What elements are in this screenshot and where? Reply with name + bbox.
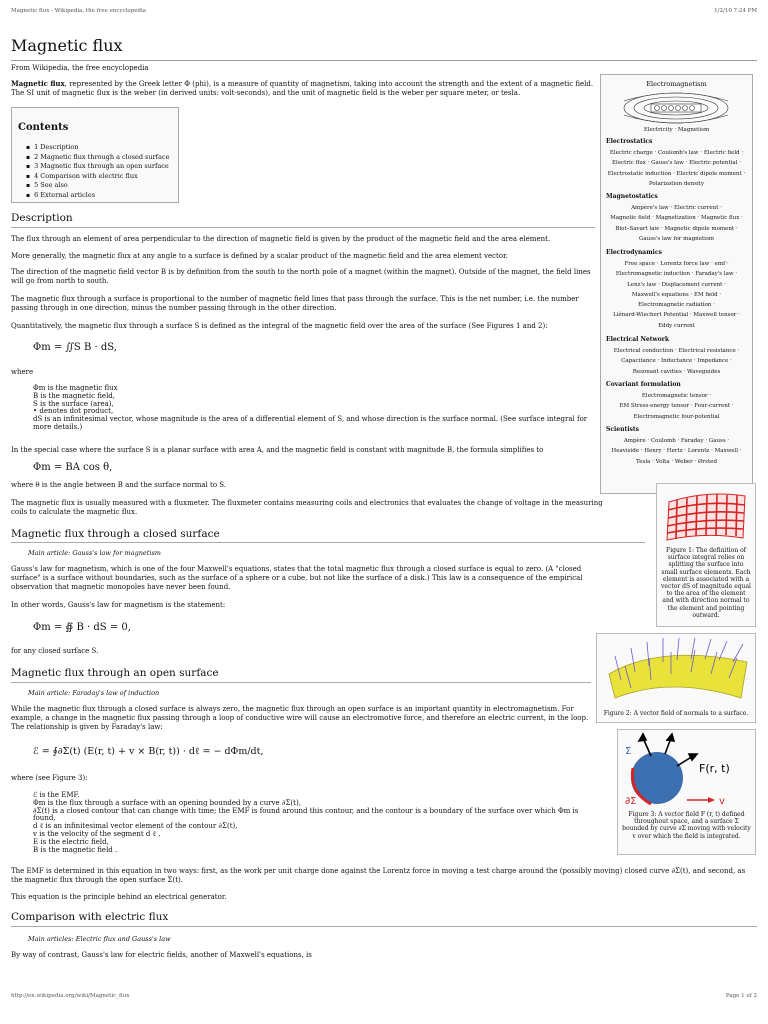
navbox-line[interactable]: Resonant cavities · Waveguides xyxy=(632,368,721,375)
toc-item[interactable]: ▪ 2 Magnetic flux through a closed surface xyxy=(26,153,169,163)
navbox-group-items xyxy=(603,436,750,467)
navbox-line[interactable]: Electromagnetic four-potential xyxy=(633,413,720,420)
print-footer xyxy=(11,993,757,999)
description-p5: Quantitatively, the magnetic flux through a surface S is defined as the integral of the magnetic field over the area of the surface (See Figures 1 and 2): xyxy=(11,322,548,330)
navbox-line[interactable]: Liénard-Wiechert Potential · Maxwell tensor · xyxy=(613,312,740,319)
section-heading-comparison: Comparison with electric flux xyxy=(11,911,169,923)
print-header-date: 1/2/10 7:24 PM xyxy=(714,8,757,14)
open-p2: The EMF is determined in this equation in two ways: first, as the work per unit charge done against the Lorentz force in moving a test charge around the (possibly moving) closed curve ∂Σ(t), and second, as the magnetic flux through the open surface Σ(t). xyxy=(11,867,746,884)
description-p2: More generally, the magnetic flux at any angle to a surface is defined by a scalar product of the magnetic field and the area element vector. xyxy=(11,252,508,260)
intro-bold-term: Magnetic flux xyxy=(11,79,65,88)
navbox-line[interactable]: Ampère · Coulomb · Faraday · Gauss · xyxy=(623,438,730,444)
navbox-line[interactable]: Electromagnetic radiation · xyxy=(638,302,715,309)
section-divider xyxy=(11,542,645,543)
section-heading-open-surface: Magnetic flux through an open surface xyxy=(11,667,219,679)
toc-item[interactable]: ▪ 1 Description xyxy=(26,143,169,153)
description-p8: The magnetic flux is usually measured with a fluxmeter. The fluxmeter contains measuring coils and electronics that evaluates the change of voltage in the measuring coils to calculate the magnetic flux. xyxy=(11,499,603,516)
surface-grid-image xyxy=(663,488,749,542)
definition-item: v is the velocity of the segment d ℓ , xyxy=(33,829,161,838)
closed-p1: Gauss's law for magnetism, which is one of the four Maxwell's equations, states that the total magnetic flux through a closed surface is equal to zero. (A "closed surface" is a surface without boundaries, such as the surface of a sphere or a cube, but not like the surface of a disk.) This law is a consequence of the empirical observation that magnetic monopoles have never been found. xyxy=(11,565,583,591)
navbox-line[interactable]: Heaviside · Henry · Hertz · Lorentz · Maxwell · xyxy=(611,448,742,455)
open-p1: While the magnetic flux through a closed surface is always zero, the magnetic flux through an open surface is an important quantity in electromagnetism. For example, a change in the magnetic flux passing through a loop of conductive wire will cause an electromotive force, and therefore an electric current, in the loop. The relationship is given by Faraday's law: xyxy=(11,705,589,731)
figure-2 xyxy=(596,633,756,723)
boundary-label: ∂Σ xyxy=(625,796,637,807)
where-label: where xyxy=(11,368,34,376)
navbox-line[interactable]: Eddy current xyxy=(658,322,695,329)
toc-item[interactable]: ▪ 4 Comparison with electric flux xyxy=(26,172,169,182)
definition-item: ∂Σ(t) is a closed contour that can change with time; the EMF is found around this contour, and the contour is a boundary of the surface over which Φm is found, xyxy=(33,806,579,823)
definition-item: B is the magnetic field . xyxy=(33,845,118,854)
navbox-line[interactable]: Lenz's law · Displacement current · xyxy=(627,281,726,288)
magnet-field-lines-image xyxy=(621,91,731,125)
navbox-line[interactable]: Electrostatic induction · Electric dipole moment · xyxy=(607,170,746,177)
definition-list xyxy=(33,792,588,854)
closed-p3: for any closed surface S. xyxy=(11,647,99,655)
navbox-group-items xyxy=(603,346,750,377)
navbox-caption: Electricity · Magnetism xyxy=(643,127,710,133)
print-header xyxy=(11,8,757,14)
intro-paragraph xyxy=(11,79,603,98)
surface-boundary-image xyxy=(621,732,751,810)
navbox-line[interactable]: Biot–Savart law · Magnetic dipole moment · xyxy=(615,225,738,232)
navbox-line[interactable]: Ampère's law · Electric current · xyxy=(631,205,722,211)
print-header-title: Magnetic flux - Wikipedia, the free encyclopedia xyxy=(11,8,147,14)
figure-3 xyxy=(617,729,756,855)
main-article-note: Main articles: Electric flux and Gauss's law xyxy=(28,935,171,943)
description-p1: The flux through an element of area perpendicular to the direction of magnetic field is given by the product of the magnetic field and the area element. xyxy=(11,235,551,243)
section-divider xyxy=(11,926,757,927)
navbox-group-title[interactable]: Electrical Network xyxy=(606,336,670,343)
main-article-note: Main article: Gauss's law for magnetism xyxy=(28,549,161,557)
toc-title: Contents xyxy=(18,122,69,133)
navbox-title[interactable]: Electromagnetism xyxy=(646,80,707,88)
print-footer-page: Page 1 of 2 xyxy=(725,993,757,999)
figure-1 xyxy=(656,483,756,627)
intro-text: , represented by the Greek letter Φ (phi), is a measure of quantity of magnetism, taking into account the strength and the extent of a magnetic field. The SI unit of magnetic flux is the weber (in derived units: volt-seconds), and the unit of magnetic field is the weber per square meter, or tesla. xyxy=(11,80,594,97)
definition-item: ℰ is the EMF, xyxy=(33,791,80,799)
toc-item[interactable]: ▪ 3 Magnetic flux through an open surface xyxy=(26,162,169,172)
page-title: Magnetic flux xyxy=(11,36,123,55)
navbox-line[interactable]: Gauss's law for magnetism xyxy=(639,235,714,242)
figure-1-caption: Figure 1: The definition of surface integral relies on splitting the surface into small surface elements. Each element is associated with a vector dS of magnitude equal to the area of the element and with direction normal to the element and pointing outward. xyxy=(661,547,751,619)
definition-item: • denotes dot product, xyxy=(33,407,114,416)
navbox-group-title[interactable]: Electrodynamics xyxy=(606,249,662,256)
navbox-line[interactable]: Tesla · Volta · Weber · Ørsted xyxy=(636,458,717,465)
section-heading-closed-surface: Magnetic flux through a closed surface xyxy=(11,528,220,540)
navbox-line[interactable]: Free space · Lorentz force law · emf · xyxy=(624,261,729,267)
description-p3: The direction of the magnetic field vector B is by definition from the south to the north pole of a magnet (within the magnet). Outside of the magnet, the field lines will go from north to south. xyxy=(11,268,591,285)
navbox-group-items xyxy=(603,391,750,422)
definition-list xyxy=(33,385,593,432)
definition-item: d ℓ is an infinitesimal vector element of the contour ∂Σ(t), xyxy=(33,822,238,831)
description-p4: The magnetic flux through a surface is proportional to the number of magnetic field lines that pass through the surface. This is the net number, i.e. the number passing through in one direction, minus the number passing through in the other direction. xyxy=(11,295,579,312)
description-p6: In the special case where the surface S is a planar surface with area A, and the magnetic field is constant with magnitude B, the formula simplifies to xyxy=(11,446,544,454)
velocity-label: v xyxy=(719,796,725,807)
navbox-line[interactable]: Electromagnetic induction · Faraday's law · xyxy=(615,271,738,278)
field-label: F(r, t) xyxy=(699,762,730,775)
navbox-group-title[interactable]: Covariant formulation xyxy=(606,381,681,388)
equation-flux-planar: Φm = BA cos θ, xyxy=(33,462,113,473)
page-subtitle: From Wikipedia, the free encyclopedia xyxy=(11,64,149,72)
definition-item: Φm is the flux through a surface with an opening bounded by a curve ∂Σ(t), xyxy=(33,798,301,807)
navbox-group-items xyxy=(603,259,750,331)
section-divider xyxy=(11,227,595,228)
navbox-line[interactable]: Maxwell's equations · EM field · xyxy=(631,291,722,298)
navbox-line[interactable]: Polarization density xyxy=(648,180,705,187)
table-of-contents xyxy=(11,107,179,203)
figure-3-caption: Figure 3: A vector field F (r, t) defined throughout space, and a surface Σ bounded by curve ∂Σ moving with velocity v over which the field is integrated. xyxy=(622,811,751,840)
navbox-line[interactable]: Electrical conduction · Electrical resistance · xyxy=(613,348,740,354)
navbox-line[interactable]: EM Stress-energy tensor · Four-current · xyxy=(619,403,734,410)
figure-2-caption: Figure 2: A vector field of normals to a surface. xyxy=(603,710,749,717)
navbox-line[interactable]: Electromagnetic tensor · xyxy=(641,393,712,399)
navbox-group-title[interactable]: Electrostatics xyxy=(606,138,653,145)
navbox-line[interactable]: Electric charge · Coulomb's law · Electric field · xyxy=(609,150,744,156)
print-footer-url: http://en.wikipedia.org/wiki/Magnetic_flux xyxy=(11,993,130,999)
definition-item: dS is an infinitesimal vector, whose magnitude is the area of a differential element of S, and whose direction is the surface normal. (See surface integral for more details.) xyxy=(33,415,588,431)
section-heading-description: Description xyxy=(11,212,73,224)
definition-item: S is the surface (area), xyxy=(33,399,114,408)
equation-flux-definition: Φm = ∬S B · dS, xyxy=(33,342,117,353)
comparison-p1: By way of contrast, Gauss's law for electric fields, another of Maxwell's equations, is xyxy=(11,951,312,959)
toc-item[interactable]: ▪ 5 See also xyxy=(26,181,169,191)
definition-item: Φm is the magnetic flux xyxy=(33,384,118,392)
navbox-group-title[interactable]: Magnetostatics xyxy=(606,193,658,200)
description-p7: where θ is the angle between B and the surface normal to S. xyxy=(11,481,227,489)
main-article-note: Main article: Faraday's law of induction xyxy=(28,689,160,697)
navbox-group-items xyxy=(603,148,750,189)
definition-item: E is the electric field, xyxy=(33,837,109,846)
navbox-group-title[interactable]: Scientists xyxy=(606,426,640,433)
equation-faraday: ℰ = ∮∂Σ(t) (E(r, t) + v × B(r, t)) · dℓ = − dΦm/dt, xyxy=(33,746,264,757)
navbox-line[interactable]: Electric flux · Gauss's law · Electric potential · xyxy=(612,160,741,167)
title-divider xyxy=(11,60,757,61)
navbox-group-items xyxy=(603,203,750,244)
toc-list xyxy=(26,143,169,201)
equation-gauss-magnetism: Φm = ∯ B · dS = 0, xyxy=(33,622,131,633)
surface-normals-image xyxy=(601,636,751,704)
open-p3: This equation is the principle behind an electrical generator. xyxy=(11,893,227,901)
closed-p2: In other words, Gauss's law for magnetism is the statement: xyxy=(11,601,226,609)
toc-item[interactable]: ▪ 6 External articles xyxy=(26,191,169,201)
section-divider xyxy=(11,682,591,683)
sigma-label: Σ xyxy=(625,746,632,757)
navbox-line[interactable]: Magnetic field · Magnetization · Magnetic flux · xyxy=(610,215,743,222)
definition-item: B is the magnetic field, xyxy=(33,391,116,400)
navbox-line[interactable]: Capacitance · Inductance · Impedance · xyxy=(621,358,732,365)
where-see-figure: where (see Figure 3): xyxy=(11,774,88,782)
electromagnetism-navbox xyxy=(600,74,753,494)
